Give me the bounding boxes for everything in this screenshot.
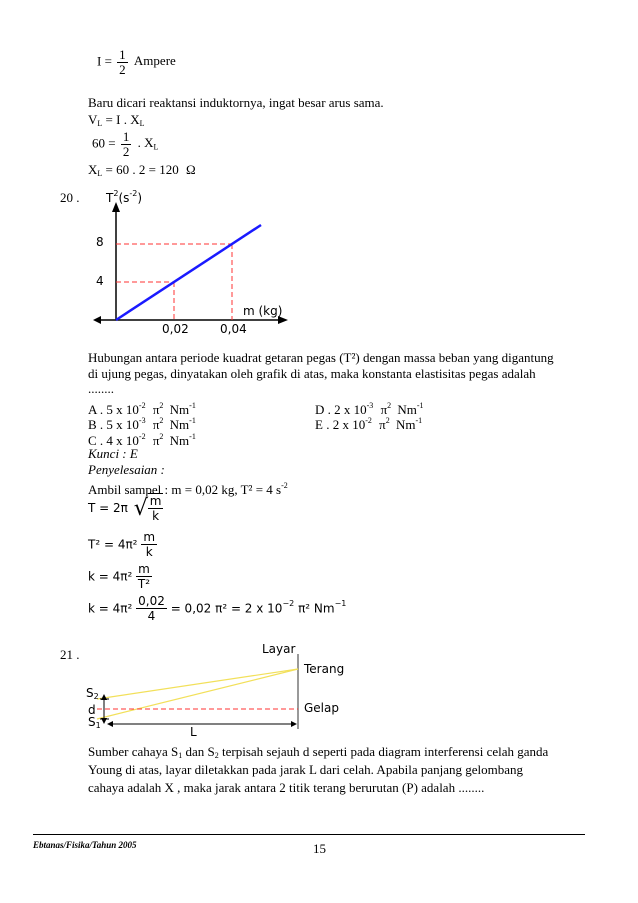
ohm-symbol: Ω [185, 162, 196, 177]
xl-subscript: L [139, 119, 145, 128]
s1-sub: 1 [95, 721, 101, 730]
formula-kres-lhs: k = 4π² [88, 601, 133, 616]
unit: Nm [169, 402, 190, 417]
tick-label-0-02: 0,02 [162, 322, 189, 336]
sample-exp: -2 [281, 481, 288, 490]
vl-subscript: L [97, 119, 103, 128]
label-layar: Layar [262, 642, 296, 656]
eq60-subscript: L [153, 142, 159, 152]
s1-letter: S [88, 715, 96, 729]
xl-rhs: = 60 . 2 = 120 [105, 162, 179, 177]
fraction-numerator: 1 [119, 47, 126, 62]
pi-symbol: π [152, 402, 160, 417]
vl-mid: = I . X [105, 112, 140, 127]
q21-paragraph-line2: Young di atas, layar diletakkan pada jarak L dari celah. Apabila panjang gelombang [88, 762, 523, 777]
xl-result [88, 162, 196, 181]
kunci-label: Kunci : E [88, 446, 138, 461]
q20-paragraph-line2: di ujung pegas, dinyatakan oleh grafik di atas, maka konstanta elastisitas pegas adalah [88, 366, 536, 381]
denominator-t2: T² [137, 577, 151, 591]
denominator-k: k [152, 509, 160, 523]
formula-period [88, 493, 163, 523]
sqrt-symbol: √ [133, 495, 148, 521]
numerator-m: m [149, 494, 162, 508]
formula-kres-rhs: = 0,02 π² = 2 x 10 [170, 601, 283, 616]
line1-b: dan S [182, 744, 215, 759]
tick-label-8: 8 [96, 235, 104, 249]
option-a-coef: A . 5 x 10 [88, 402, 139, 417]
y-label-unit: (s [118, 191, 130, 205]
pi-symbol: π [380, 402, 388, 417]
question-21-number: 21 . [60, 647, 80, 662]
fraction-numerator: 1 [122, 129, 130, 144]
formula-k-lhs: k = 4π² [88, 569, 133, 584]
x-axis-left-arrow [93, 316, 101, 324]
xl-result-subscript: L [97, 169, 103, 178]
double-slit-diagram [85, 640, 350, 735]
pi-exp: 2 [159, 401, 164, 410]
y-label-unit-sup: -2 [129, 189, 138, 198]
formula-t2-lhs: T² = 4π² [88, 537, 138, 552]
footer-divider [33, 834, 585, 835]
label-gelap: Gelap [304, 701, 339, 715]
footer-source: Ebtanas/Fisika/Tahun 2005 [33, 840, 137, 850]
option-d-coef: D . 2 x 10 [315, 402, 367, 417]
unit: Nm [169, 433, 190, 448]
pi-exp: 2 [159, 432, 164, 441]
t2-fraction [141, 530, 157, 559]
pi-exp: 2 [159, 416, 164, 425]
y-axis-arrow [112, 202, 120, 212]
find-reactance-line: Baru dicari reaktansi induktornya, ingat besar arus sama. [88, 95, 384, 110]
formula-k-result [88, 594, 346, 623]
eq60-lhs: 60 = [92, 135, 116, 151]
eq60-mid: . X [137, 135, 154, 151]
unit-exp: -1 [189, 416, 196, 425]
q21-paragraph-line3: cahaya adalah X , maka jarak antara 2 titik terang berurutan (P) adalah ........ [88, 780, 485, 795]
denominator-k: k [145, 545, 153, 559]
y-label-T: T [106, 191, 114, 205]
option-c-exp: -2 [138, 432, 146, 441]
pi-symbol: π [152, 417, 160, 432]
line1-a: Sumber cahaya S [88, 744, 179, 759]
line1-s2: 2 [214, 751, 219, 760]
option-e-exp: -2 [365, 416, 372, 425]
unit-exp: -1 [189, 401, 196, 410]
s2-sub: 2 [93, 692, 99, 701]
series-line [116, 225, 261, 320]
numerator-m: m [138, 562, 150, 576]
x-axis-label: m (kg) [243, 304, 283, 318]
formula-period-lhs: T = 2π [88, 501, 128, 515]
line1-c: terpisah sejauh d seperti pada diagram interferensi celah ganda [218, 744, 549, 759]
vl-symbol: V [88, 112, 98, 127]
formula-kres-unit: π² Nm [298, 601, 335, 616]
denominator-4: 4 [147, 609, 156, 623]
unit-exp: -1 [415, 416, 423, 425]
option-e[interactable] [315, 413, 422, 432]
unit: Nm [169, 417, 190, 432]
q20-paragraph-line1: Hubungan antara periode kuadrat getaran pegas (T²) dengan massa beban yang digantung [88, 350, 554, 365]
option-d-exp: -3 [366, 401, 374, 410]
unit: Nm [397, 402, 417, 417]
penyelesaian-label: Penyelesaian : [88, 462, 165, 477]
pi-exp: 2 [387, 401, 392, 410]
label-d: d [88, 703, 96, 717]
page-number: 15 [313, 841, 326, 856]
q21-paragraph-line1 [88, 744, 548, 763]
question-20-number: 20 . [60, 190, 80, 205]
unit: Nm [395, 417, 416, 432]
option-a-exp: -2 [138, 401, 146, 410]
label-s2 [86, 686, 99, 701]
eq60 [92, 130, 158, 159]
q20-paragraph-line3: ........ [88, 381, 114, 396]
xl-symbol: X [88, 162, 98, 177]
tick-label-0-04: 0,04 [220, 322, 247, 336]
y-label-close: ) [137, 191, 143, 205]
pi-symbol: π [152, 433, 160, 448]
formula-kres-exp1: −2 [282, 599, 295, 608]
pi-symbol: π [379, 417, 386, 432]
kres-fraction [136, 594, 167, 623]
current-unit: Ampere [133, 53, 176, 69]
numerator-m: m [143, 530, 156, 544]
unit-exp: -1 [189, 432, 196, 441]
unit-exp: -1 [416, 401, 424, 410]
formula-k [88, 562, 152, 591]
numerator-002: 0,02 [138, 594, 165, 608]
fraction-denominator: 2 [119, 62, 126, 77]
label-terang: Terang [304, 662, 345, 676]
sample-text: Ambil sampel : m = 0,02 kg, T² = 4 s [88, 482, 282, 497]
fraction-denominator: 2 [122, 144, 130, 159]
label-s1 [88, 715, 101, 730]
eq60-fraction [121, 130, 132, 159]
formula-kres-exp2: −1 [334, 599, 347, 608]
sqrt-fraction [148, 493, 164, 523]
half-fraction [117, 48, 128, 77]
option-b-coef: B . 5 x 10 [88, 417, 139, 432]
option-b-exp: -3 [138, 416, 146, 425]
current-lhs: I = [97, 53, 112, 69]
vl-equation [88, 112, 144, 131]
formula-t-squared [88, 530, 157, 559]
option-e-coef: E . 2 x 10 [315, 417, 366, 432]
option-c-coef: C . 4 x 10 [88, 433, 139, 448]
k-fraction [136, 562, 152, 591]
pi-exp: 2 [385, 416, 390, 425]
tick-label-4: 4 [96, 274, 104, 288]
y-label-sup: 2 [113, 189, 119, 198]
line1-s1: 1 [178, 751, 183, 760]
current-equation [97, 48, 176, 77]
label-L: L [190, 725, 197, 739]
s2-letter: S [86, 686, 94, 700]
t2-vs-mass-graph [85, 198, 300, 343]
